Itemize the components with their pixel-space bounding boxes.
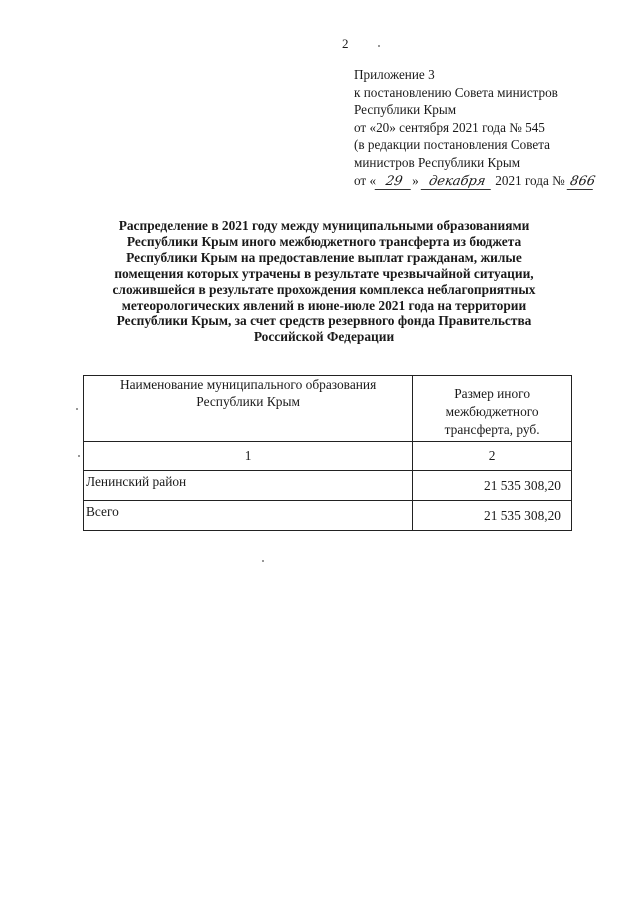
title-line: Республики Крым иного межбюджетного трансферта из бюджета <box>126 233 522 249</box>
title-line: метеорологических явлений в июне-июле 2021 года на территории <box>121 297 527 313</box>
row-amount: 21 535 308,20 <box>413 471 572 501</box>
appendix-line-5: (в редакции постановления Совета <box>354 137 551 153</box>
title-line: Республики Крым, за счет средств резервного фонда Правительства <box>116 313 532 329</box>
handwritten-day: 29 <box>375 175 414 190</box>
header-amount-line3: трансферта, руб. <box>444 422 540 437</box>
column-number-2: 2 <box>413 442 572 471</box>
title-line: Российской Федерации <box>253 329 395 345</box>
title-line: Распределение в 2021 году между муниципальными образованиями <box>118 218 530 233</box>
column-number-row <box>84 442 572 471</box>
table-row <box>84 471 572 501</box>
transfer-table <box>83 375 572 531</box>
handwritten-month: декабря <box>421 175 494 190</box>
header-municipality-line1: Наименование муниципального образования <box>119 377 377 392</box>
scan-speck <box>378 45 380 47</box>
appendix-line-3: Республики Крым <box>354 102 457 118</box>
date-year: 2021 года № <box>495 172 565 188</box>
table-row-total <box>84 501 572 531</box>
row-total-amount: 21 535 308,20 <box>413 501 572 531</box>
appendix-line-2: к постановлению Совета министров <box>354 84 558 100</box>
appendix-line-7 <box>354 172 634 190</box>
row-municipality-name: Ленинский район <box>84 471 413 501</box>
title-line: Республики Крым на предоставление выплат гражданам, жилые <box>126 249 522 265</box>
header-amount-line2: межбюджетного <box>445 404 539 419</box>
scan-speck <box>262 560 264 562</box>
title-line: сложившейся в результате прохождения комплекса неблагоприятных <box>112 281 536 297</box>
appendix-line-4: от «20» сентября 2021 года № 545 <box>354 119 545 135</box>
date-quote: » <box>412 172 419 188</box>
appendix-block <box>354 66 634 190</box>
header-municipality <box>84 376 413 442</box>
document-title <box>86 218 562 345</box>
table-header-row <box>84 376 572 442</box>
title-line: помещения которых утрачены в результате чрезвычайной ситуации, <box>114 265 534 281</box>
header-amount <box>413 376 572 442</box>
column-number-1: 1 <box>84 442 413 471</box>
appendix-line-1: Приложение 3 <box>354 67 435 82</box>
row-total-label: Всего <box>84 501 413 531</box>
date-prefix: от « <box>354 172 377 188</box>
scan-speck <box>78 455 80 457</box>
header-amount-line1: Размер иного <box>454 386 531 401</box>
header-municipality-line2: Республики Крым <box>196 394 300 409</box>
handwritten-number: 866 <box>567 175 596 190</box>
appendix-line-6: министров Республики Крым <box>354 154 521 170</box>
scan-speck <box>76 408 78 410</box>
page-number: 2 <box>342 36 349 51</box>
